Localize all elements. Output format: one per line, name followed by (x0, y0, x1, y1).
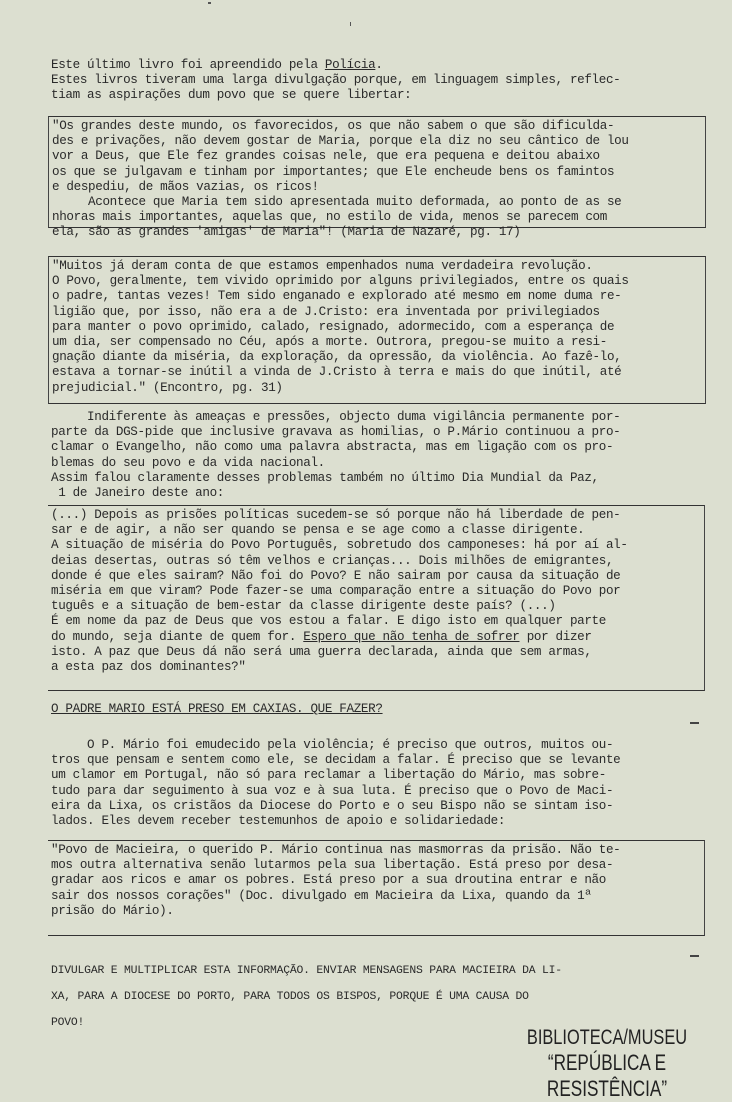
quote-box-maria (48, 116, 706, 240)
paragraph-line: Indiferente às ameaças e pressões, objecto duma vigilância permanente por- (51, 410, 621, 424)
quote-line: miséria em que viram? Pode fazer-se uma comparação entre a situação do Povo por (51, 583, 621, 598)
paragraph-line: um clamor em Portugal, não só para reclamar a libertação do Mário, mas sobre- (51, 768, 606, 783)
quote-underlined-phrase: Espero que não tenha de sofrer (303, 629, 520, 644)
quote-line: e despediu, de mãos vazias, os ricos! (52, 179, 319, 194)
quote-line: deias desertas, outras só têm velhos e crianças... Dois milhões de emigrantes, (51, 553, 614, 568)
paper-speck (350, 22, 351, 26)
stamp-line-1: BIBLIOTECA/MUSEU (526, 1026, 688, 1049)
quote-line: a esta paz dos dominantes?" (51, 659, 246, 674)
paragraph-que-fazer (51, 738, 711, 829)
quote-line: A situação de miséria do Povo Português, sobretudo dos camponeses: há por aí al- (51, 538, 628, 553)
quote-line: ela, são as grandes 'amigas' de Maria"! (Maria de Nazaré, pg. 17) (52, 225, 521, 240)
paragraph-line: parte da DGS-pide que inclusive gravava as homilias, o P.Mário continuou a pro- (51, 425, 621, 440)
paragraph-line: clamar o Evangelho, não como uma palavra abstracta, mas em ligação com os pro- (51, 440, 614, 455)
quote-line: Acontece que Maria tem sido apresentada muito deformada, ao ponto de as se (52, 194, 622, 209)
paper-speck (208, 2, 211, 4)
quote-line: "Muitos já deram conta de que estamos empenhados numa verdadeira revolução. (52, 259, 593, 273)
intro-line (51, 58, 711, 73)
call-to-action-line: POVO! (51, 1017, 85, 1029)
quote-text: do mundo, seja diante de quem for. (51, 629, 304, 644)
intro-paragraph (51, 58, 711, 104)
quote-line: prisão do Mário). (51, 903, 174, 918)
stamp-line-2: “REPÚBLICA E RESISTÊNCIA” (546, 1050, 668, 1101)
section-heading-text: O PADRE MARIO ESTÁ PRESO EM CAXIAS. QUE FAZER? (51, 702, 383, 716)
paragraph-line: blemas do seu povo e da vida nacional. (51, 455, 325, 470)
paragraph-line: eira da Lixa, os cristãos da Diocese do Porto e o seu Bispo não se sintam iso- (51, 798, 614, 813)
intro-line: tiam as aspirações dum povo que se quere libertar: (51, 88, 412, 103)
quote-line: o padre, tantas vezes! Tem sido enganado e explorado até mesmo em nome duma re- (52, 289, 622, 304)
paragraph-line: Assim falou claramente desses problemas também no último Dia Mundial da Paz, (51, 470, 599, 485)
margin-mark (690, 722, 699, 724)
quote-line: vor a Deus, que Ele fez grandes coisas nele, que era pequena e deitou abaixo (52, 149, 600, 164)
quote-line (51, 630, 704, 645)
quote-line: gradar aos ricos e amar os pobres. Está preso por a sua droutina entrar e não (51, 873, 606, 888)
paragraph-line: O P. Mário foi emudecido pela violência; é preciso que outros, muitos ou- (51, 738, 614, 752)
quote-line: estava a tornar-se inútil a vinda de J.Cristo à terra e mais do que inútil, até (52, 365, 622, 380)
paragraph-line: tudo para dar seguimento à sua voz e à sua luta. É preciso que o Povo de Maci- (51, 783, 614, 798)
quote-box-dia-da-paz (48, 505, 705, 691)
quote-line: mos outra alternativa senão lutarmos pela sua libertação. Está preso por desa- (51, 858, 614, 873)
quote-line: gnação diante da miséria, da exploração, da opressão, da violência. Ao fazê-lo, (52, 350, 622, 365)
quote-line: (...) Depois as prisões políticas sucedem-se só porque não há liberdade de pen- (51, 508, 621, 522)
quote-line: ligião que, por isso, não era a de J.Cristo: era inventada por privilegiados (52, 304, 600, 319)
paragraph-indiferente (51, 410, 711, 501)
quote-box-macieira (48, 840, 705, 936)
quote-line: para manter o povo oprimido, calado, resignado, adormecido, com a esperança de (52, 319, 615, 334)
intro-text: . (375, 58, 383, 72)
quote-line: É em nome da paz de Deus que vos estou a falar. E digo isto em qualquer parte (51, 614, 606, 629)
quote-line: "Povo de Macieira, o querido P. Mário continua nas masmorras da prisão. Não te- (51, 843, 621, 857)
quote-line: O Povo, geralmente, tem vivido oprimido por alguns privilegiados, entre os quais (52, 274, 629, 289)
paragraph-line: tros que pensam e sentem como ele, se decidam a falar. É preciso que se levante (51, 753, 621, 768)
quote-line: isto. A paz que Deus dá não será uma guerra declarada, ainda que sem armas, (51, 644, 592, 659)
quote-line: tuguês e a situação de bem-estar da classe dirigente deste país? (...) (51, 599, 556, 614)
quote-line: "Os grandes deste mundo, os favorecidos, os que não sabem o que são dificulda- (52, 119, 615, 133)
paragraph-line: lados. Eles devem receber testemunhos de apoio e solidariedade: (51, 813, 506, 828)
call-to-action-line: XA, PARA A DIOCESE DO PORTO, PARA TODOS OS BISPOS, PORQUE É UMA CAUSA DO (51, 991, 529, 1003)
call-to-action-line: DIVULGAR E MULTIPLICAR ESTA INFORMAÇÃO. ENVIAR MENSAGENS PARA MACIEIRA DA LI- (51, 965, 562, 977)
intro-underlined-word: Polícia (324, 58, 376, 72)
intro-line: Estes livros tiveram uma larga divulgação porque, em linguagem simples, reflec- (51, 73, 621, 88)
intro-text: Este último livro foi apreendido pela (51, 58, 325, 72)
library-stamp (521, 1026, 693, 1102)
quote-line: um dia, ser compensado no Céu, após a morte. Outrora, pregou-se muito a resi- (52, 334, 607, 349)
quote-line: sair dos nossos corações" (Doc. divulgado em Macieira da Lixa, quando da 1ª (51, 888, 592, 903)
quote-text: por dizer (519, 629, 592, 644)
quote-line: prejudicial." (Encontro, pg. 31) (52, 380, 283, 395)
quote-line: os que se julgavam e tinham por importantes; que Ele encheude bens os famintos (52, 164, 615, 179)
margin-mark (690, 955, 699, 957)
paragraph-line: 1 de Janeiro deste ano: (51, 485, 224, 500)
quote-line: des e privações, não devem gostar de Maria, porque ela diz no seu cântico de lou (52, 134, 629, 149)
call-to-action (51, 958, 691, 1036)
quote-line: donde é que eles sairam? Não foi do Povo? E não sairam por causa da situação de (51, 568, 621, 583)
section-heading (51, 702, 711, 717)
quote-line: nhoras mais importantes, aquelas que, no estilo de vida, menos se parecem com (52, 210, 607, 225)
quote-box-encontro (48, 256, 706, 404)
quote-line: sar e de agir, a não ser quando se pensa e se age como a classe dirigente. (51, 523, 585, 538)
